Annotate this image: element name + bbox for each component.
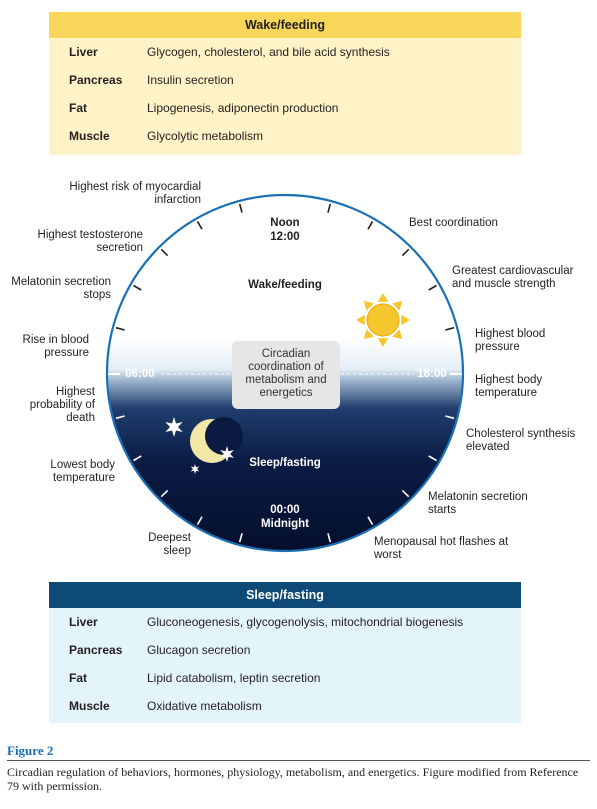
organ-pancreas: Pancreas (69, 643, 123, 657)
organ-description: Insulin secretion (147, 73, 234, 87)
organ-liver: Liver (69, 615, 98, 629)
wake-table-title: Wake/feeding (49, 12, 521, 38)
organ-description: Lipid catabolism, leptin secretion (147, 671, 321, 685)
figure-title: Figure 2 (7, 743, 54, 758)
event-label: Highest risk of myocardial infarction (69, 181, 201, 206)
noon-time: 12:00 (270, 231, 300, 243)
midnight-label (240, 503, 330, 531)
table-row (49, 664, 521, 692)
event-label: Best coordination (409, 217, 498, 229)
event-label: Highest body temperature (475, 374, 543, 399)
sleep-fasting-label: Sleep/fasting (249, 457, 321, 469)
sun-icon (356, 293, 410, 347)
event-label: Rise in blood pressure (22, 334, 89, 359)
organ-description: Gluconeogenesis, glycogenolysis, mitochondrial biogenesis (147, 615, 464, 629)
event-label: Greatest cardiovascular and muscle strength (452, 265, 574, 290)
organ-fat: Fat (69, 671, 87, 685)
caption-divider (7, 760, 590, 761)
event-label: Melatonin secretion stops (11, 276, 111, 301)
event-label: Menopausal hot flashes at worst (374, 536, 509, 561)
table-row (49, 94, 521, 122)
event-label: Highest blood pressure (475, 328, 546, 353)
organ-description: Oxidative metabolism (147, 699, 262, 713)
wake-feeding-table (49, 12, 521, 155)
time-1800: 18:00 (417, 368, 447, 380)
midnight-time: 00:00 (270, 504, 300, 516)
table-row (49, 692, 521, 720)
event-label: Deepest sleep (148, 532, 191, 557)
wake-feeding-label: Wake/feeding (248, 279, 322, 291)
organ-description: Glucagon secretion (147, 643, 251, 657)
center-summary-box (232, 341, 340, 409)
event-label: Cholesterol synthesis elevated (466, 428, 576, 453)
noon-word: Noon (270, 217, 300, 229)
table-row (49, 636, 521, 664)
event-label: Lowest body temperature (50, 459, 115, 484)
event-label: Highest probability of death (29, 386, 95, 424)
organ-muscle: Muscle (69, 129, 110, 143)
table-row (49, 38, 521, 66)
center-summary-text: Circadian coordination of metabolism and energetics (245, 348, 327, 399)
organ-muscle: Muscle (69, 699, 110, 713)
event-label: Highest testosterone secretion (37, 229, 143, 254)
table-row (49, 608, 521, 636)
event-label: Melatonin secretion starts (428, 491, 528, 516)
sleep-table-title: Sleep/fasting (49, 582, 521, 608)
organ-liver: Liver (69, 45, 98, 59)
organ-fat: Fat (69, 101, 87, 115)
sleep-fasting-table (49, 582, 521, 723)
noon-label (255, 216, 315, 244)
organ-pancreas: Pancreas (69, 73, 123, 87)
time-0600: 06:00 (125, 368, 155, 380)
organ-description: Glycogen, cholesterol, and bile acid synthesis (147, 45, 390, 59)
organ-description: Glycolytic metabolism (147, 129, 264, 143)
figure-caption: Circadian regulation of behaviors, hormones, physiology, metabolism, and energetics. Figure modified from Reference 79 with permission. (7, 765, 579, 793)
table-row (49, 122, 521, 150)
table-row (49, 66, 521, 94)
midnight-word: Midnight (261, 518, 309, 530)
organ-description: Lipogenesis, adiponectin production (147, 101, 339, 115)
